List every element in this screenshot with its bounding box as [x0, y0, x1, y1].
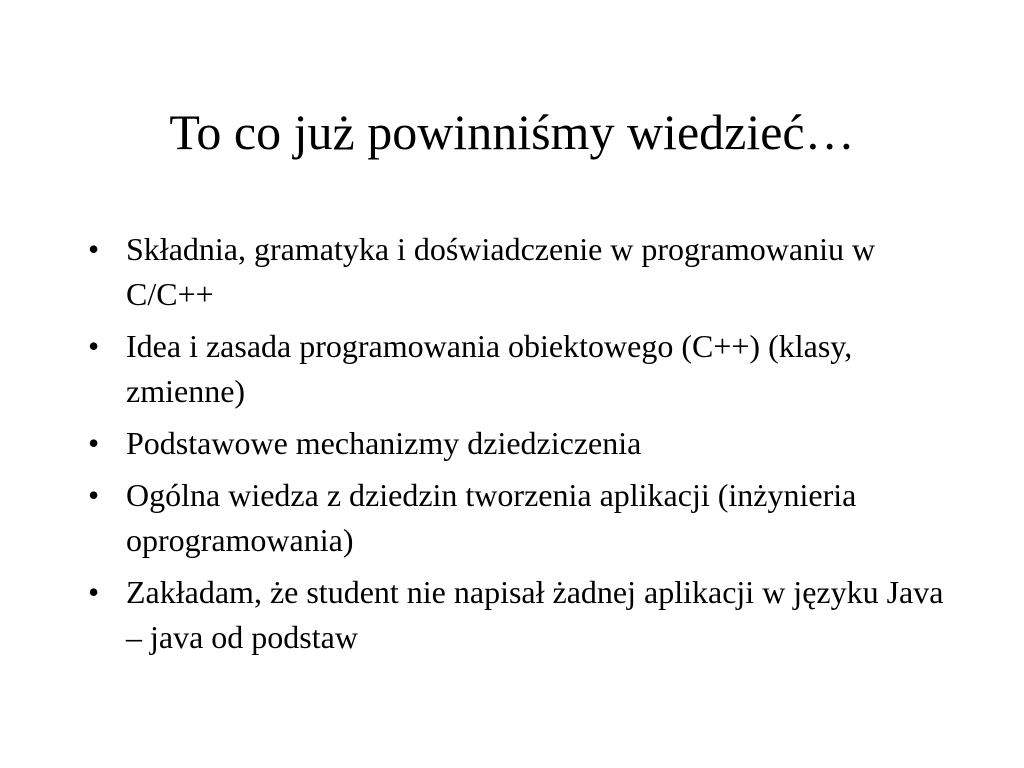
bullet-dot-icon: • — [88, 477, 100, 513]
bullet-item — [88, 324, 948, 414]
bullet-dot-icon: • — [88, 425, 100, 461]
bullet-dot-icon: • — [88, 574, 100, 610]
bullet-text: Idea i zasada programowania obiektowego (C++) (klasy, zmienne) — [126, 328, 853, 409]
bullet-dot-icon: • — [88, 328, 100, 364]
bullet-item — [88, 421, 948, 466]
bullet-dot-icon: • — [88, 231, 100, 267]
bullet-text: Ogólna wiedza z dziedzin tworzenia aplikacji (inżynieria oprogramowania) — [126, 477, 857, 558]
bullet-item — [88, 473, 948, 563]
bullet-item — [88, 227, 948, 317]
bullet-list — [88, 227, 948, 667]
slide-title: To co już powinniśmy wiedzieć… — [169, 104, 855, 160]
bullet-item — [88, 570, 948, 660]
bullet-text: Zakładam, że student nie napisał żadnej aplikacji w języku Java – java od podstaw — [126, 574, 944, 655]
bullet-text: Podstawowe mechanizmy dziedziczenia — [126, 425, 642, 461]
bullet-text: Składnia, gramatyka i doświadczenie w programowaniu w C/C++ — [126, 231, 876, 312]
